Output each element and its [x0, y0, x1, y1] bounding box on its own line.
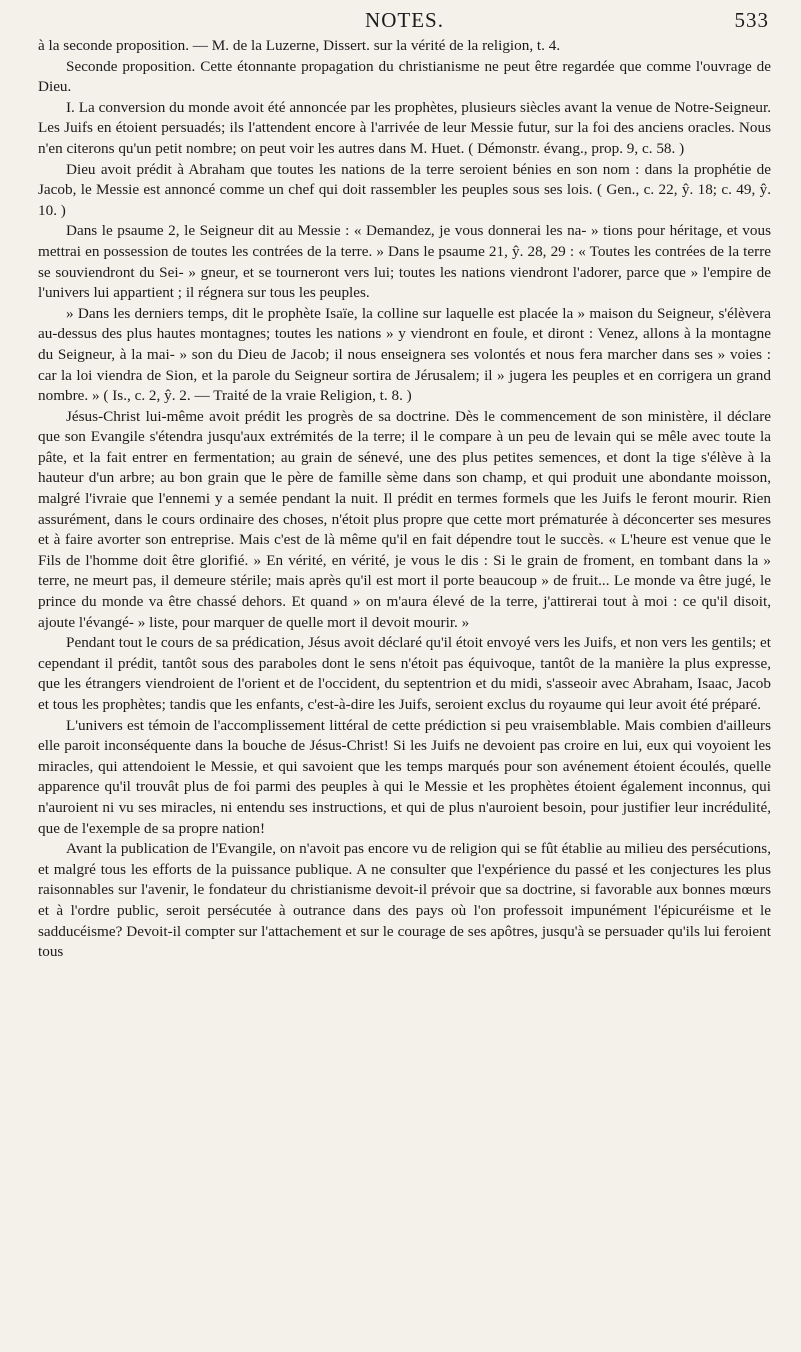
paragraph: I. La conversion du monde avoit été annoncée par les prophètes, plusieurs siècles avant la venue de Notre-Seigneur. Les Juifs en étoient persuadés; ils l'attendent encore à l'arrivée de leur Messie futur, sur la foi des anciens oracles. Nous n'en citerons qu'un petit nombre; on peut voir les autres dans M. Huet. ( Démonstr. évang., prop. 9, c. 58. )	[38, 98, 771, 157]
paragraph: Dieu avoit prédit à Abraham que toutes les nations de la terre seroient bénies en son nom : dans la prophétie de Jacob, le Messie est annoncé comme un chef qui doit rassembler les peuples sous ses lois. ( Gen., c. 22, ŷ. 18; c. 49, ŷ. 10. )	[38, 160, 771, 219]
page-title: NOTES.	[365, 8, 444, 32]
paragraph: Jésus-Christ lui-même avoit prédit les progrès de sa doctrine. Dès le commencement de son ministère, il déclare que son Evangile s'étendra jusqu'aux extrémités de la terre; il le compare à un peu de levain qui se mêle avec toute la pâte, et la fait entrer en fermentation; au grain de sénevé, une des plus petites semences, et dont la tige s'élève à la hauteur d'un arbre; au bon grain que le père de famille sème dans son champ, et qui produit une abondante moisson, malgré l'ivraie que l'ennemi y a semée pendant la nuit. Il prédit en termes formels que les Juifs le feront mourir. Rien assurément, dans le cours ordinaire des choses, n'étoit plus propre que cette mort prématurée à déconcerter ses mesures et à faire avorter son entreprise. Mais c'est de là même qu'il en fait dépendre tout le succès. « L'heure est venue que le Fils de l'homme doit être glorifié. » En vérité, en vérité, je vous le dis : Si le grain de froment, en tombant dans la » terre, ne meurt pas, il demeure stérile; mais après qu'il est mort il porte beaucoup » de fruit... Le monde va être jugé, le prince du monde va être chassé dehors. Et quand » on m'aura élevé de la terre, j'attirerai tout à moi : ce qu'il disoit, ajoute l'évangé- » liste, pour marquer de quelle mort il devoit mourir. »	[38, 407, 771, 631]
page-number: 533	[734, 8, 769, 32]
paragraph: Avant la publication de l'Evangile, on n'avoit pas encore vu de religion qui se fût établie au milieu des persécutions, et malgré tous les efforts de la puissance publique. A ne consulter que l'expérience du passé et les conjectures les plus raisonnables sur l'avenir, le fondateur du christianisme devoit-il prévoir que sa doctrine, si favorable aux bonnes mœurs et à l'ordre public, seroit persécutée à outrance dans des pays où l'on professoit impunément l'épicuréisme et le sadducéisme? Devoit-il compter sur l'attachement et sur le courage de ses apôtres, jusqu'à se persuader qu'ils lui feroient tous	[38, 840, 771, 961]
running-header	[38, 6, 771, 36]
paragraph: Dans le psaume 2, le Seigneur dit au Messie : « Demandez, je vous donnerai les na- » tions pour héritage, et vous mettrai en possession de toutes les contrées de la terre. » Dans le psaume 21, ŷ. 28, 29 : « Toutes les contrées de la terre se souviendront du Sei- » gneur, et se tourneront vers lui; toutes les nations viendront l'adorer, parce que » l'empire de l'univers lui appartient ; il régnera sur tous les peuples.	[38, 222, 771, 302]
paragraph: à la seconde proposition. — M. de la Luzerne, Dissert. sur la vérité de la religion, t. 4.	[38, 37, 561, 54]
paragraph: Pendant tout le cours de sa prédication, Jésus avoit déclaré qu'il étoit envoyé vers les Juifs, et non vers les gentils; et cependant il prédit, tantôt sous des paraboles dont le sens n'étoit pas équivoque, tantôt de la manière la plus expresse, que les étrangers viendroient de l'orient et de l'occident, du septentrion et du midi, s'asseoir avec Abraham, Isaac, Jacob et tous les prophètes; tandis que les enfants, c'est-à-dire les Juifs, seroient exclus du royaume qui leur avoit été préparé.	[38, 634, 771, 713]
notes-body	[38, 36, 771, 963]
paragraph: L'univers est témoin de l'accomplissement littéral de cette prédiction si peu vraisemblable. Mais combien d'ailleurs elle paroit inconséquente dans la bouche de Jésus-Christ! Si les Juifs ne devoient pas croire en lui, eux qui voyoient les miracles, qui attendoient le Messie, et qui savoient que les temps marqués pour son avénement étoient écoulés, quelle apparence qu'il trouvât plus de foi parmi des peuples à qui le Messie et les prophètes étoient également inconnus, qui n'auroient ni vu ses miracles, ni entendu ses instructions, et qui de plus n'auroient besoin, pour justifier leur incrédulité, que de l'exemple de sa propre nation!	[38, 716, 771, 837]
paragraph: Seconde proposition. Cette étonnante propagation du christianisme ne peut être regardée que comme l'ouvrage de Dieu.	[38, 57, 771, 96]
paragraph: » Dans les derniers temps, dit le prophète Isaïe, la colline sur laquelle est placée la » maison du Seigneur, s'élèvera au-dessus des plus hautes montagnes; toutes les nations » y viendront en foule, et diront : Venez, allons à la montagne du Seigneur, à la mai- » son du Dieu de Jacob; il nous enseignera ses volontés et nous fera marcher dans ses » voies : car la loi viendra de Sion, et la parole du Seigneur sortira de Jérusalem; il » jugera les peuples et en corrigera un grand nombre. » ( Is., c. 2, ŷ. 2. — Traité de la vraie Religion, t. 8. )	[38, 304, 771, 405]
